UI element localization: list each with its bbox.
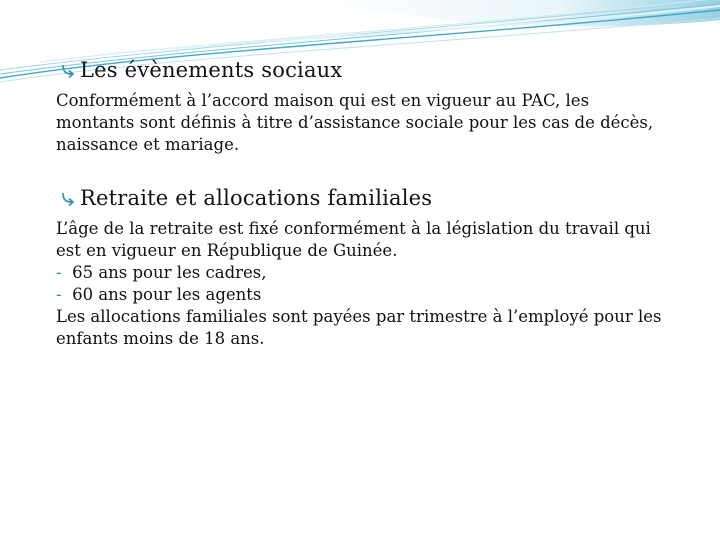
text-line: est en vigueur en République de Guinée.	[56, 241, 398, 260]
hook-arrow-bullet-icon	[58, 189, 78, 209]
list-item	[56, 262, 696, 284]
heading-text: Les évènements sociaux	[80, 58, 343, 82]
list-item-text: 60 ans pour les agents	[72, 285, 262, 304]
text-line: montants sont définis à titre d’assistance sociale pour les cas de décès,	[56, 113, 654, 132]
text-line: L’âge de la retraite est fixé conformément à la législation du travail qui	[56, 219, 651, 238]
heading-text: Retraite et allocations familiales	[80, 186, 433, 210]
text-line: enfants moins de 18 ans.	[56, 329, 265, 348]
paragraph-retraite	[56, 218, 696, 350]
paragraph-evenements	[56, 90, 696, 156]
list-dash: -	[56, 263, 62, 282]
section-heading-retraite	[58, 186, 432, 210]
hook-arrow-bullet-icon	[58, 61, 78, 81]
text-line: naissance et mariage.	[56, 135, 240, 154]
list-item	[56, 284, 696, 306]
text-line: Les allocations familiales sont payées par trimestre à l’employé pour les	[56, 307, 662, 326]
text-line: Conformément à l’accord maison qui est en vigueur au PAC, les	[56, 91, 590, 110]
list-dash: -	[56, 285, 62, 304]
list-item-text: 65 ans pour les cadres,	[72, 263, 267, 282]
section-heading-evenements	[58, 58, 342, 82]
